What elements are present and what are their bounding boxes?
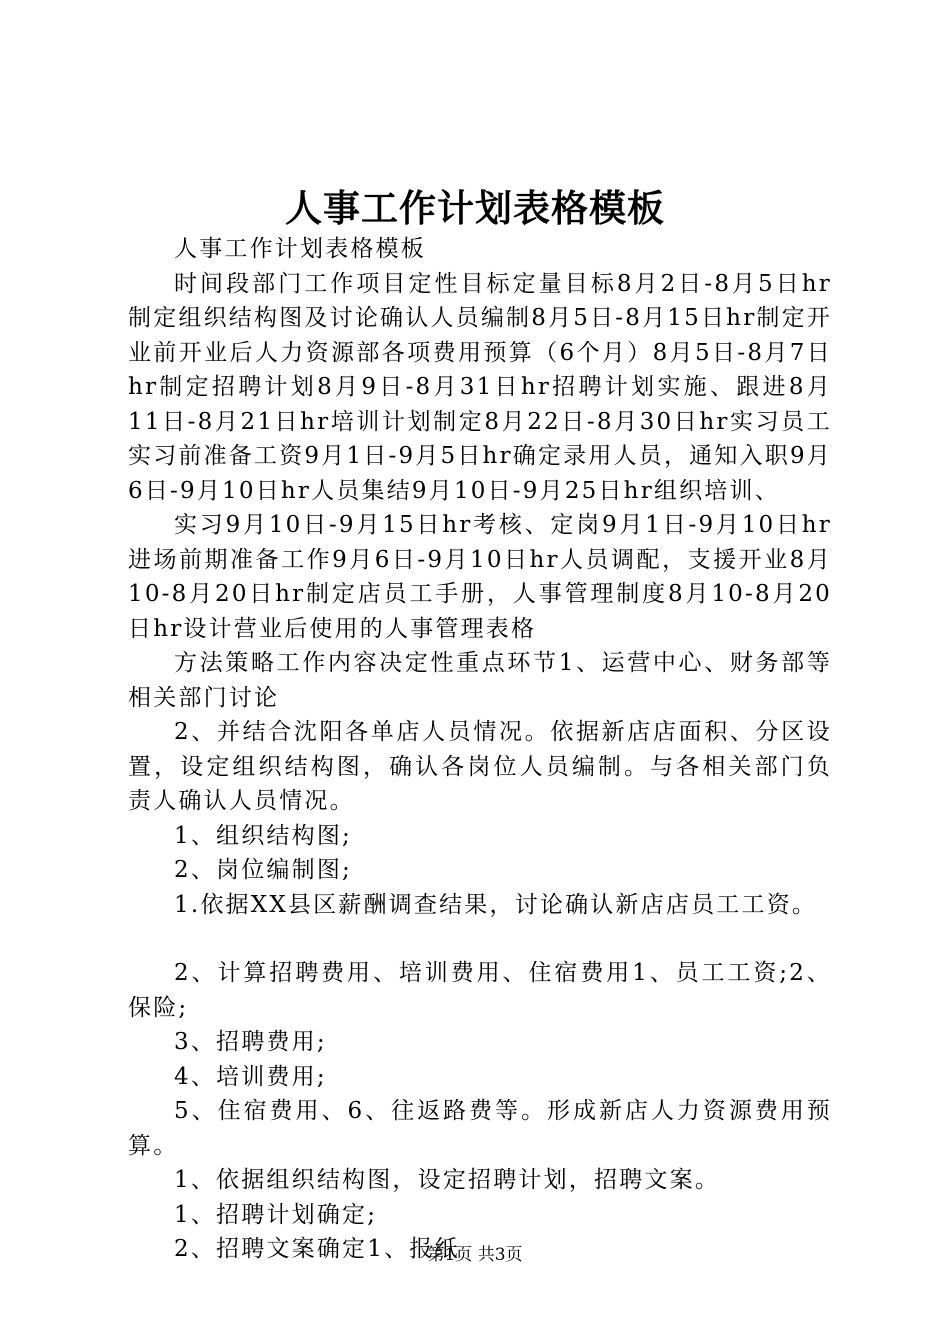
paragraph: 时间段部门工作项目定性目标定量目标8月2日-8月5日hr制定组织结构图及讨论确认人员编制8月5日-8月15日hr制定开业前开业后人力资源部各项费用预算（6个月）8月5日-8月7日hr制定招聘计划8月9日-8月31日hr招聘计划实施、跟进8月11日-8月21日hr培训计划制定8月22日-8月30日hr实习员工实习前准备工资9月1日-9月5日hr确定录用人员，通知入职9月6日-9月10日hr人员集结9月10日-9月25日hr组织培训、 [128,270,832,504]
paragraph: 2、岗位编制图; [174,857,352,883]
paragraph: 2、计算招聘费用、培训费用、住宿费用1、员工工资;2、保险; [128,960,832,1021]
paragraph: 实习9月10日-9月15日hr考核、定岗9月1日-9月10日hr进场前期准备工作9月6日-9月10日hr人员调配，支援开业8月10-8月20日hr制定店员工手册，人事管理制度8月10-8月20日hr设计营业后使用的人事管理表格 [128,512,832,642]
paragraph: 人事工作计划表格模板 [174,236,426,262]
paragraph: 1、招聘计划确定; [174,1201,378,1228]
page-footer: 第1页 共3页 [427,1245,523,1265]
paragraph: 2、招聘文案确定1、报纸 [174,1236,460,1262]
document-body [128,232,832,1267]
paragraph: 1.依据XX县区薪酬调查结果，讨论确认新店店员工工资。 [174,891,818,918]
document-title: 人事工作计划表格模板 [285,186,665,230]
paragraph: 2、并结合沈阳各单店人员情况。依据新店店面积、分区设置，设定组织结构图，确认各岗位人员编制。与各相关部门负责人确认人员情况。 [128,719,832,814]
paragraph: 5、住宿费用、6、往返路费等。形成新店人力资源费用预算。 [128,1098,832,1159]
paragraph: 方法策略工作内容决定性重点环节1、运营中心、财务部等相关部门讨论 [128,650,832,711]
paragraph: 4、培训费用; [174,1063,327,1090]
paragraph: 1、依据组织结构图，设定招聘计划，招聘文案。 [174,1167,721,1193]
paragraph: 1、组织结构图; [174,822,352,849]
paragraph: 3、招聘费用; [174,1029,327,1055]
